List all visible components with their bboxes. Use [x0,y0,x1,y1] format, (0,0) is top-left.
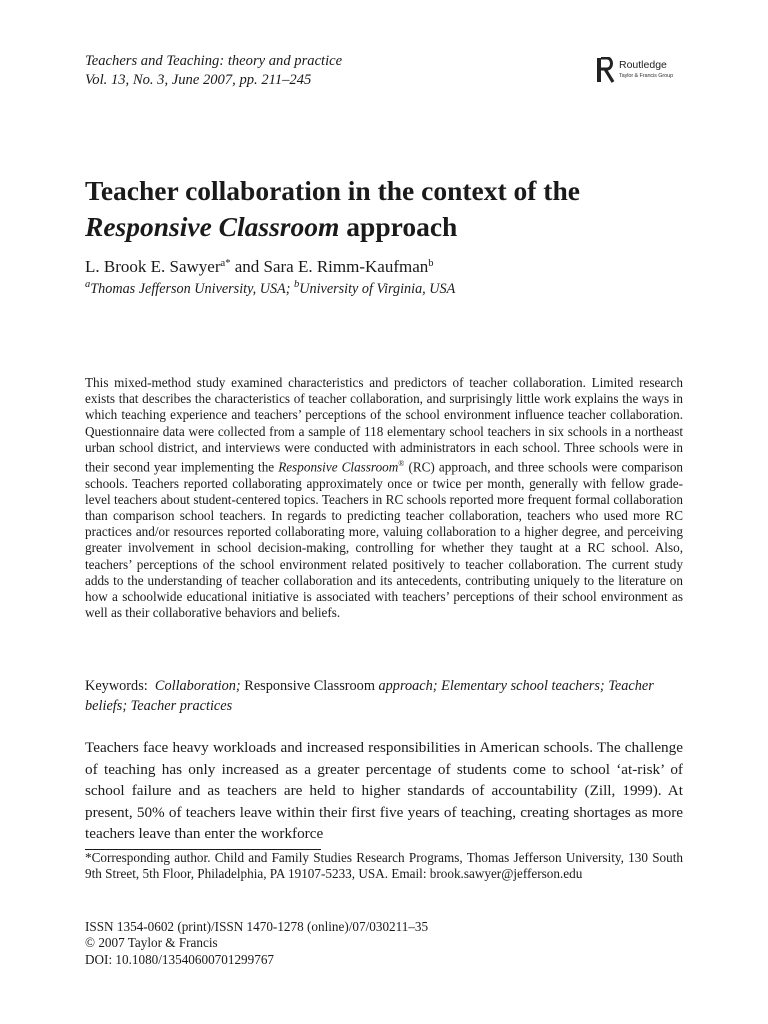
abstract-rc-name: Responsive Classroom [278,459,399,475]
copyright: © 2007 Taylor & Francis [85,935,218,951]
abstract [85,375,683,621]
article-title [85,173,705,245]
author-joiner: and [230,257,264,276]
keyword-3: approach; Elementary school teachers; Teacher beliefs; Teacher practices [85,678,654,714]
author-2: Sara E. Rimm-Kaufman [263,257,429,276]
abstract-text-2: (RC) approach, and three schools were comparison schools. Teachers reported collaborating approximately once or twice per month, generally with fellow grade-level teachers about student-centered topics. Teachers in RC schools reported more frequent formal collaboration than comparison school teachers. In regards to predicting teacher collaboration, teachers who used more RC practices and/or resources reported collaborating more, valuing collaboration to a higher degree, and perceiving greater involvement in school decision-making, controlling for whether they taught at a RC school. Also, teachers’ perceptions of the school environment related positively to teacher collaboration. The current study adds to the understanding of teacher collaboration and its antecedents, contributing uniquely to the literature on how a schoolwide educational initiative is associated with teachers’ perceptions of their school environment as well as their collaborative behaviors and beliefs. [85,459,684,621]
issn: ISSN 1354-0602 (print)/ISSN 1470-1278 (online)/07/030211–35 [85,919,429,934]
corresponding-author-mark: * [225,258,231,270]
title-part-2: approach [339,211,458,242]
publisher-name: Routledge [619,58,667,71]
corresponding-author-footnote: *Corresponding author. Child and Family Studies Research Programs, Thomas Jefferson University, 130 South 9th Street, 5th Floor, Philadelphia, PA 19107-5233, USA. Email: brook.sawyer@jefferson.edu [85,850,683,882]
author-list [85,256,434,278]
publisher-subtitle: Taylor & Francis Group [619,72,674,79]
author-1: L. Brook E. Sawyer [85,257,221,276]
body-paragraph: Teachers face heavy workloads and increased responsibilities in American schools. The challenge of teaching has only increased as a greater percentage of students come to school ‘at-risk’ of school failure and as teachers are held to higher standards of accountability (Zill, 1999). At present, 50% of teachers leave within their first five years of teaching, creating shortages as more teachers leave than enter the workforce [85,739,683,843]
journal-name: Teachers and Teaching: theory and practice [85,53,343,69]
title-italic: Responsive Classroom [85,211,340,242]
keywords [85,676,685,716]
affiliation-a: Thomas Jefferson University, USA; [90,281,294,297]
author-2-affiliation-mark: b [428,258,434,270]
affiliation-b-mark: b [293,279,300,291]
routledge-r-icon [596,57,616,83]
keyword-2: Responsive Classroom [244,678,375,694]
journal-issue: Vol. 13, No. 3, June 2007, pp. 211–245 [85,72,312,88]
keyword-1: Collaboration; [154,678,245,694]
keywords-label: Keywords: [85,678,148,694]
affiliation-a-mark: a [85,279,91,291]
publication-identifiers [85,919,428,968]
doi: DOI: 10.1080/13540600701299767 [85,951,275,967]
publisher-logo [596,57,673,83]
title-part-1: Teacher collaboration in the context of the [85,175,580,206]
affiliation-b: University of Virginia, USA [299,281,456,297]
author-1-affiliation-mark: a [220,258,226,270]
journal-header [85,52,342,90]
abstract-text-1: This mixed-method study examined characteristics and predictors of teacher collaboration. Limited research exists that describes the characteristics of teacher collaboration, and surprisingly little work explains the ways in which teaching experience and teachers’ perceptions of the school environment influence teacher collaboration. Questionnaire data were collected from a sample of 118 elementary school teachers in six schools in a northeast urban school district, and interviews were conducted with administrators in each school. Three schools were in their second year implementing the [85,375,683,475]
affiliations [85,279,455,299]
registered-mark: ® [398,459,405,469]
